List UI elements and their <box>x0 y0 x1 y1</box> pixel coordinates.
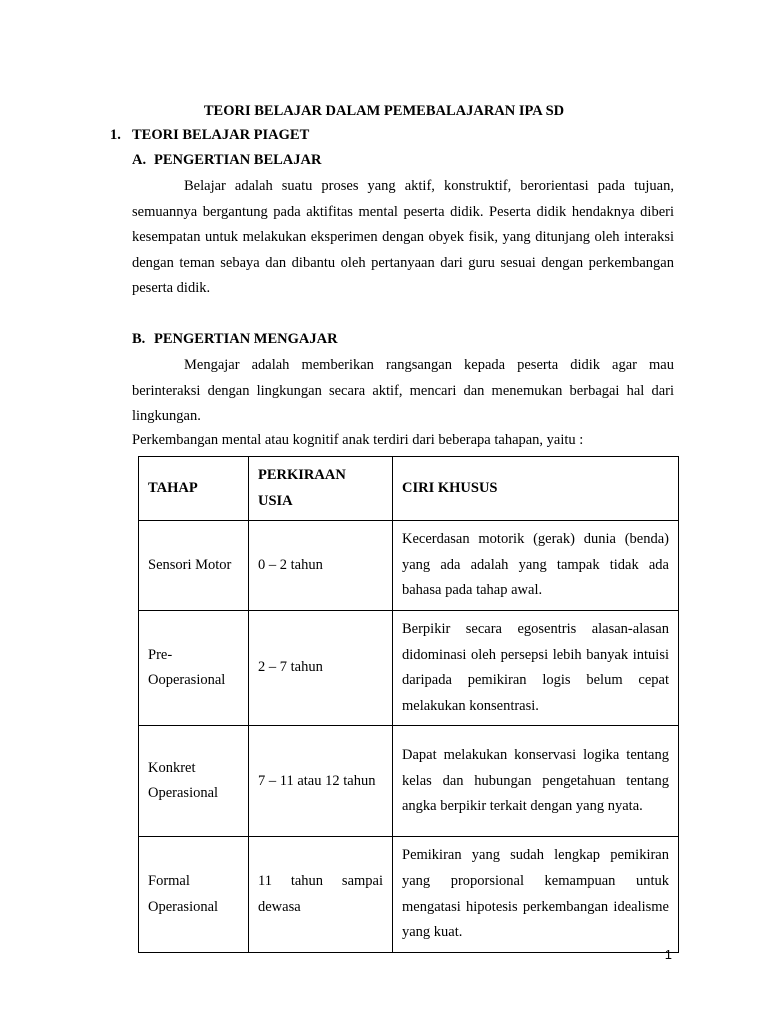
subsection-letter-b: B. <box>132 331 146 347</box>
cell-age: 7 – 11 atau 12 tahun <box>249 726 393 837</box>
paragraph-mengajar: Mengajar adalah memberikan rangsangan kepada peserta didik agar mau berinteraksi dengan lingkungan secara aktif, mencari dan menemukan berbagai hal dari lingkungan. <box>132 357 674 425</box>
table-row <box>139 610 679 725</box>
cell-traits: Dapat melakukan konservasi logika tentang kelas dan hubungan pengetahuan tentang angka berpikir terkait dengan yang nyata. <box>393 726 679 837</box>
table-row <box>139 837 679 952</box>
header-stage: TAHAP <box>139 457 249 521</box>
section-heading-1 <box>110 127 309 144</box>
table-header-row <box>139 457 679 521</box>
subsection-title-a: PENGERTIAN BELAJAR <box>154 152 322 168</box>
paragraph-belajar: Belajar adalah suatu proses yang aktif, konstruktif, berorientasi pada tujuan, semuannya bergantung pada aktifitas mental peserta didik. Peserta didik hendaknya diberi kesempatan untuk melakukan eksperimen dengan obyek fisik, yang ditunjang oleh interaksi dengan teman sebaya dan dibantu oleh pertanyaan dari guru sesuai dengan perkembangan peserta didik. <box>132 178 674 297</box>
cell-traits: Pemikiran yang sudah lengkap pemikiran yang proporsional kemampuan untuk mengatasi hipotesis perkembangan idealisme yang kuat. <box>393 837 679 952</box>
subsection-title-b: PENGERTIAN MENGAJAR <box>154 331 338 347</box>
header-age: PERKIRAAN USIA <box>249 457 393 521</box>
header-traits: CIRI KHUSUS <box>393 457 679 521</box>
document-title: TEORI BELAJAR DALAM PEMEBALAJARAN IPA SD <box>203 103 565 119</box>
subsection-heading-b <box>132 331 338 348</box>
subsection-letter-a: A. <box>132 152 147 168</box>
cell-age: 11 tahun sampai dewasa <box>249 837 393 952</box>
section-title: TEORI BELAJAR PIAGET <box>132 127 310 143</box>
page-number: 1 <box>664 947 672 962</box>
cell-stage: Sensori Motor <box>139 521 249 611</box>
cell-stage: Konkret Operasional <box>139 726 249 837</box>
cell-stage: Formal Operasional <box>139 837 249 952</box>
table-row <box>139 726 679 837</box>
subsection-heading-a <box>132 152 321 169</box>
cell-stage: Pre-Ooperasional <box>139 610 249 725</box>
section-number: 1. <box>110 127 121 143</box>
cell-traits: Berpikir secara egosentris alasan-alasan didominasi oleh persepsi lebih banyak intuisi daripada pemikiran logis belum cepat melakukan konsentrasi. <box>393 610 679 725</box>
cell-age: 0 – 2 tahun <box>249 521 393 611</box>
cognitive-stages-table <box>138 456 679 953</box>
table-intro-text: Perkembangan mental atau kognitif anak terdiri dari beberapa tahapan, yaitu : <box>132 432 584 448</box>
cell-age: 2 – 7 tahun <box>249 610 393 725</box>
table-row <box>139 521 679 611</box>
cell-traits: Kecerdasan motorik (gerak) dunia (benda) yang ada adalah yang tampak tidak ada bahasa pada tahap awal. <box>393 521 679 611</box>
